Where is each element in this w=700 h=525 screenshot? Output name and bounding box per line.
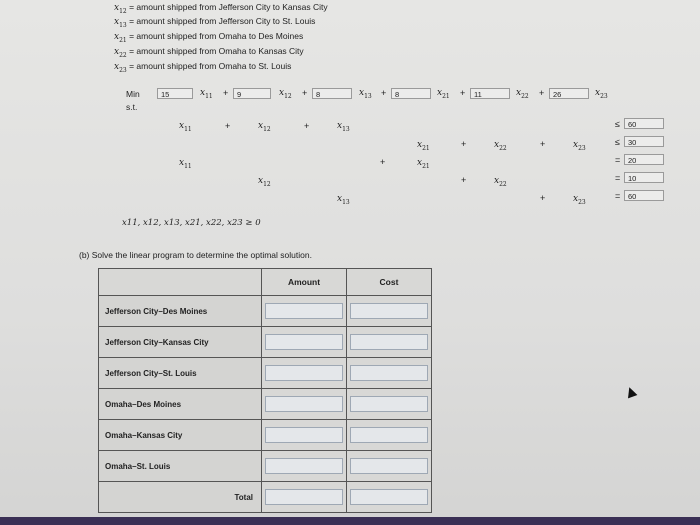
coef-x22-input[interactable]: 11: [470, 88, 510, 99]
c4-x12: $x_{12}$: [258, 176, 271, 188]
row-label: Jefferson City–St. Louis: [99, 358, 262, 389]
min-label: Min: [126, 89, 140, 99]
c3-x21: $x_{21}$: [417, 158, 430, 170]
plus-sign: +: [225, 121, 231, 131]
table-row: [99, 327, 432, 358]
definition-text: = amount shipped from Jefferson City to Kansas City: [129, 2, 328, 12]
definition-text: = amount shipped from Omaha to Des Moines: [129, 31, 304, 41]
c4-rhs-input[interactable]: 10: [624, 172, 664, 183]
amount-cell: [262, 358, 347, 389]
mouse-pointer-icon: [625, 386, 638, 399]
amount-cell: [262, 389, 347, 420]
c3-x11: $x_{11}$: [179, 158, 192, 170]
amount-total-input[interactable]: [265, 489, 343, 505]
row-label: Omaha–St. Louis: [99, 451, 262, 482]
definition-text: = amount shipped from Omaha to Kansas City: [129, 46, 304, 56]
amount-input[interactable]: [265, 303, 343, 319]
row-label: Omaha–Kansas City: [99, 420, 262, 451]
c2-rhs-input[interactable]: 30: [624, 136, 664, 147]
plus-sign: +: [540, 193, 546, 203]
row-label: Jefferson City–Kansas City: [99, 327, 262, 358]
table-row: [99, 451, 432, 482]
cost-cell: [347, 420, 432, 451]
nonnegativity-constraint: x11, x12, x13, x21, x22, x23 ≥ 0: [122, 218, 261, 228]
c2-relation: ≤: [615, 137, 620, 147]
coef-x23-input[interactable]: 26: [549, 88, 589, 99]
amount-column-header: Amount: [262, 269, 347, 296]
c5-x13: $x_{13}$: [337, 194, 350, 206]
definition-x21: [114, 31, 303, 44]
cost-cell: [347, 296, 432, 327]
cost-column-header: Cost: [347, 269, 432, 296]
cost-input[interactable]: [350, 303, 428, 319]
amount-input[interactable]: [265, 396, 343, 412]
plus-sign: +: [381, 88, 387, 98]
cost-cell: [347, 327, 432, 358]
obj-var-x23: $x_{23}$: [595, 88, 608, 100]
amount-cell: [262, 420, 347, 451]
plus-sign: +: [302, 88, 308, 98]
var-x21: $x_{21}$: [114, 32, 127, 44]
c5-rhs-input[interactable]: 60: [624, 190, 664, 201]
cost-cell: [347, 358, 432, 389]
cost-input[interactable]: [350, 365, 428, 381]
cost-total-input[interactable]: [350, 489, 428, 505]
plus-sign: +: [223, 88, 229, 98]
taskbar-strip: [0, 517, 700, 525]
c1-relation: ≤: [615, 119, 620, 129]
amount-total-cell: [262, 482, 347, 513]
plus-sign: +: [539, 88, 545, 98]
c3-rhs-input[interactable]: 20: [624, 154, 664, 165]
var-x13: $x_{13}$: [114, 17, 127, 29]
c4-x22: $x_{22}$: [494, 176, 507, 188]
definition-x23: [114, 61, 291, 74]
definition-x12: [114, 2, 328, 15]
cost-total-cell: [347, 482, 432, 513]
table-row: [99, 420, 432, 451]
c2-x23: $x_{23}$: [573, 140, 586, 152]
obj-var-x12: $x_{12}$: [279, 88, 292, 100]
plus-sign: +: [540, 139, 546, 149]
definition-x13: [114, 16, 315, 29]
c2-x22: $x_{22}$: [494, 140, 507, 152]
table-row: [99, 358, 432, 389]
cost-input[interactable]: [350, 334, 428, 350]
amount-input[interactable]: [265, 427, 343, 443]
st-label: s.t.: [126, 102, 138, 112]
coef-x21-input[interactable]: 8: [391, 88, 431, 99]
c5-relation: =: [615, 191, 621, 201]
definition-text: = amount shipped from Omaha to St. Louis: [129, 61, 292, 71]
cost-cell: [347, 389, 432, 420]
c2-x21: $x_{21}$: [417, 140, 430, 152]
plus-sign: +: [461, 139, 467, 149]
var-x22: $x_{22}$: [114, 47, 127, 59]
var-x23: $x_{23}$: [114, 62, 127, 74]
solution-table: [98, 268, 432, 513]
blank-header: [99, 269, 262, 296]
amount-cell: [262, 451, 347, 482]
coef-x12-input[interactable]: 9: [233, 88, 271, 99]
c5-x23: $x_{23}$: [573, 194, 586, 206]
coef-x11-input[interactable]: 15: [157, 88, 193, 99]
plus-sign: +: [461, 175, 467, 185]
amount-cell: [262, 327, 347, 358]
table-row: [99, 296, 432, 327]
plus-sign: +: [380, 157, 386, 167]
obj-var-x22: $x_{22}$: [516, 88, 529, 100]
c3-relation: =: [615, 155, 621, 165]
total-label: Total: [99, 482, 262, 513]
obj-var-x13: $x_{13}$: [359, 88, 372, 100]
amount-input[interactable]: [265, 458, 343, 474]
coef-x13-input[interactable]: 8: [312, 88, 352, 99]
row-label: Jefferson City–Des Moines: [99, 296, 262, 327]
definition-x22: [114, 46, 304, 59]
amount-input[interactable]: [265, 365, 343, 381]
total-row: [99, 482, 432, 513]
c4-relation: =: [615, 173, 621, 183]
var-x12: $x_{12}$: [114, 3, 127, 15]
row-label: Omaha–Des Moines: [99, 389, 262, 420]
cost-input[interactable]: [350, 458, 428, 474]
plus-sign: +: [460, 88, 466, 98]
table-row: [99, 389, 432, 420]
cost-cell: [347, 451, 432, 482]
amount-input[interactable]: [265, 334, 343, 350]
cost-input[interactable]: [350, 396, 428, 412]
plus-sign: +: [304, 121, 310, 131]
table-header-row: [99, 269, 432, 296]
obj-var-x11: $x_{11}$: [200, 88, 213, 100]
part-b-prompt: (b) Solve the linear program to determine the optimal solution.: [79, 250, 312, 260]
c1-x12: $x_{12}$: [258, 121, 271, 133]
obj-var-x21: $x_{21}$: [437, 88, 450, 100]
c1-rhs-input[interactable]: 60: [624, 118, 664, 129]
cost-input[interactable]: [350, 427, 428, 443]
c1-x13: $x_{13}$: [337, 121, 350, 133]
amount-cell: [262, 296, 347, 327]
definition-text: = amount shipped from Jefferson City to St. Louis: [129, 16, 316, 26]
c1-x11: $x_{11}$: [179, 121, 192, 133]
